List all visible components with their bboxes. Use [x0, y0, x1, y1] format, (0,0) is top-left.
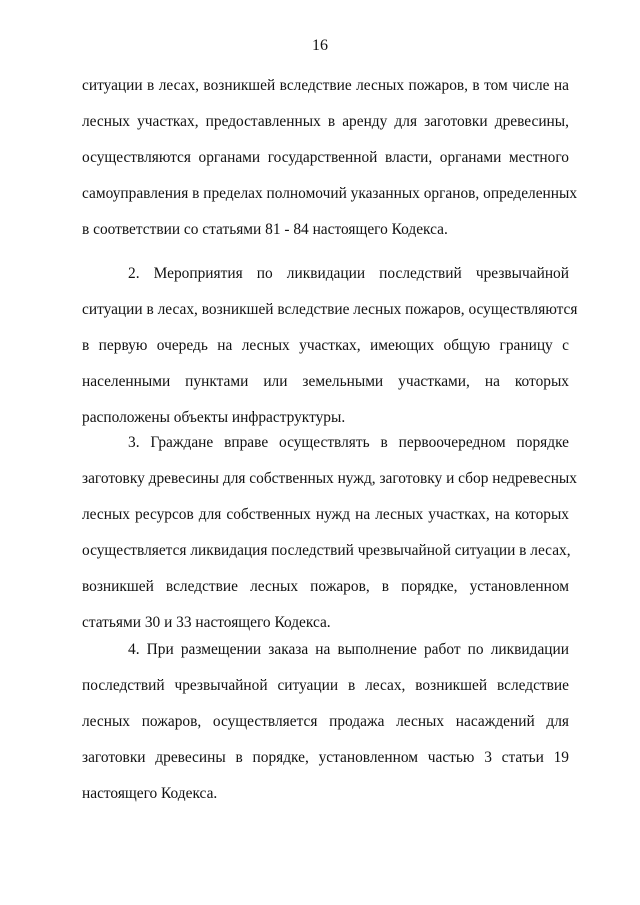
paragraph-continuation [82, 76, 578, 256]
text-line: заготовку древесины для собственных нужд, заготовку и сбор недревесных [82, 470, 577, 487]
text-line: заготовки древесины в порядке, установленном частью 3 статьи 19 [82, 749, 569, 766]
text-line: ситуации в лесах, возникшей вследствие лесных пожаров, в том числе на [82, 77, 569, 94]
text-line: 4. При размещении заказа на выполнение работ по ликвидации [128, 641, 569, 658]
text-line: в первую очередь на лесных участках, имеющих общую границу с [82, 337, 569, 354]
text-line: в соответствии со статьями 81 - 84 настоящего Кодекса. [82, 221, 448, 238]
text-line: осуществляется ликвидация последствий чрезвычайной ситуации в лесах, [82, 542, 571, 559]
text-line: ситуации в лесах, возникшей вследствие лесных пожаров, осуществляются [82, 301, 578, 318]
paragraph-4 [82, 640, 569, 820]
text-line: настоящего Кодекса. [82, 785, 218, 802]
text-line: лесных ресурсов для собственных нужд на лесных участках, на которых [82, 506, 569, 523]
text-line: 2. Мероприятия по ликвидации последствий чрезвычайной [128, 265, 569, 282]
text-line: возникшей вследствие лесных пожаров, в порядке, установленном [82, 578, 569, 595]
text-line: лесных участках, предоставленных в аренду для заготовки древесины, [82, 113, 569, 130]
paragraph-3 [82, 433, 577, 649]
text-line: последствий чрезвычайной ситуации в лесах, возникшей вследствие [82, 677, 569, 694]
text-line: населенными пунктами или земельными участками, на которых [82, 373, 569, 390]
text-line: 3. Граждане вправе осуществлять в первоочередном порядке [128, 434, 569, 451]
text-line: осуществляются органами государственной власти, органами местного [82, 149, 569, 166]
paragraph-2 [82, 264, 578, 444]
text-line: статьями 30 и 33 настоящего Кодекса. [82, 614, 331, 631]
text-line: самоуправления в пределах полномочий указанных органов, определенных [82, 185, 578, 202]
text-line: лесных пожаров, осуществляется продажа лесных насаждений для [82, 713, 569, 730]
text-line: расположены объекты инфраструктуры. [82, 409, 346, 426]
page-number: 16 [312, 37, 328, 54]
